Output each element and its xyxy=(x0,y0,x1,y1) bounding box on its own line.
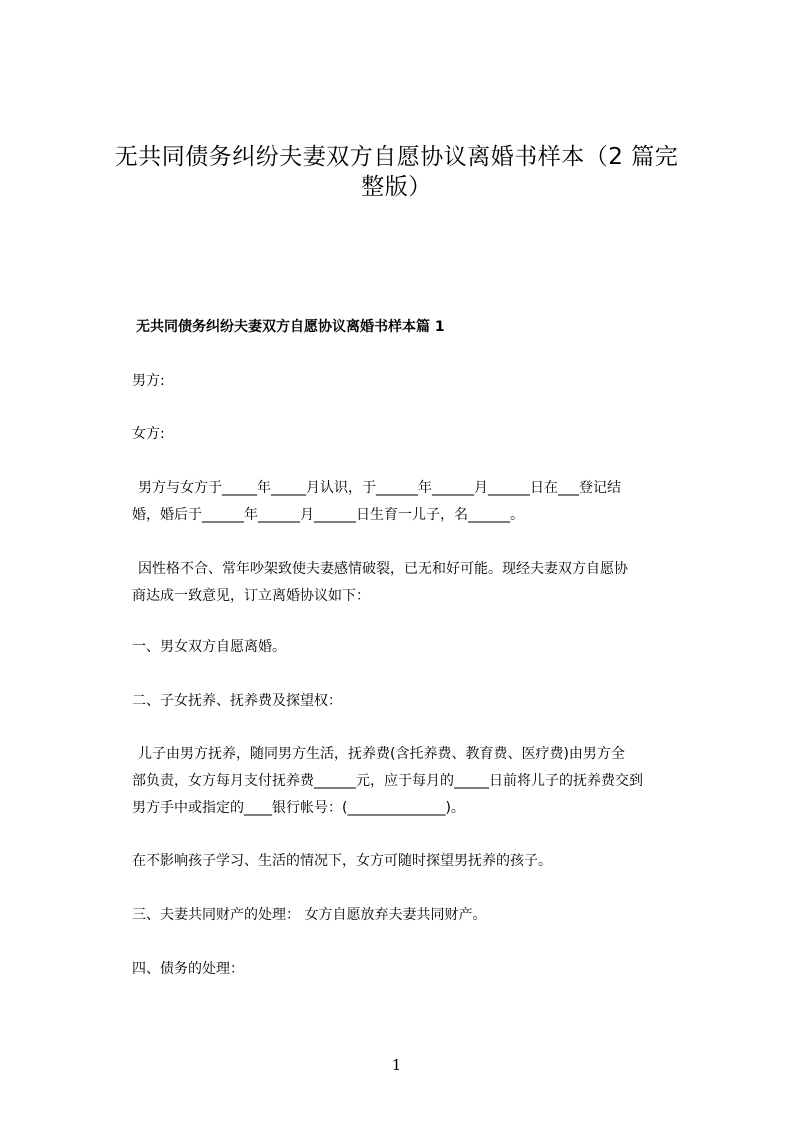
paragraph-line: 男方与女方于_____年_____月认识，于______年______月______日在___登记结 xyxy=(138,480,621,496)
clause-3: 三、夫妻共同财产的处理： 女方自愿放弃夫妻共同财产。 xyxy=(132,907,487,923)
title-line-2: 整版） xyxy=(361,174,432,200)
paragraph-line: 儿子由男方抚养，随同男方生活，抚养费(含托养费、教育费、医疗费)由男方全 xyxy=(138,746,625,762)
section-heading: 无共同债务纠纷夫妻双方自愿协议离婚书样本篇 1 xyxy=(136,319,445,335)
paragraph-divorce-reason xyxy=(132,556,702,610)
title-line-1: 无共同债务纠纷夫妻双方自愿协议离婚书样本（2 篇完 xyxy=(114,144,679,170)
paragraph-line: 因性格不合、常年吵架致使夫妻感情破裂，已无和好可能。现经夫妻双方自愿协 xyxy=(138,561,628,577)
paragraph-line: 部负责，女方每月支付抚养费______元，应于每月的_____日前将儿子的抚养费交到 xyxy=(132,773,643,789)
clause-1: 一、男女双方自愿离婚。 xyxy=(132,639,286,655)
female-party-label: 女方: xyxy=(132,426,165,442)
paragraph-marriage-details xyxy=(132,475,702,529)
page-number: 1 xyxy=(391,1056,402,1074)
clause-2: 二、子女抚养、抚养费及探望权： xyxy=(132,693,342,709)
clause-4: 四、债务的处理： xyxy=(132,961,244,977)
paragraph-visitation: 在不影响孩子学习、生活的情况下，女方可随时探望男抚养的孩子。 xyxy=(132,853,552,869)
male-party-label: 男方: xyxy=(132,373,165,389)
paragraph-line: 男方手中或指定的____银行帐号：(______________)。 xyxy=(132,800,465,816)
document-title xyxy=(100,142,693,202)
paragraph-line: 商达成一致意见，订立离婚协议如下： xyxy=(132,588,370,604)
paragraph-child-custody xyxy=(132,741,702,822)
paragraph-line: 婚，婚后于______年______月______日生育一儿子，名______。 xyxy=(132,507,524,523)
